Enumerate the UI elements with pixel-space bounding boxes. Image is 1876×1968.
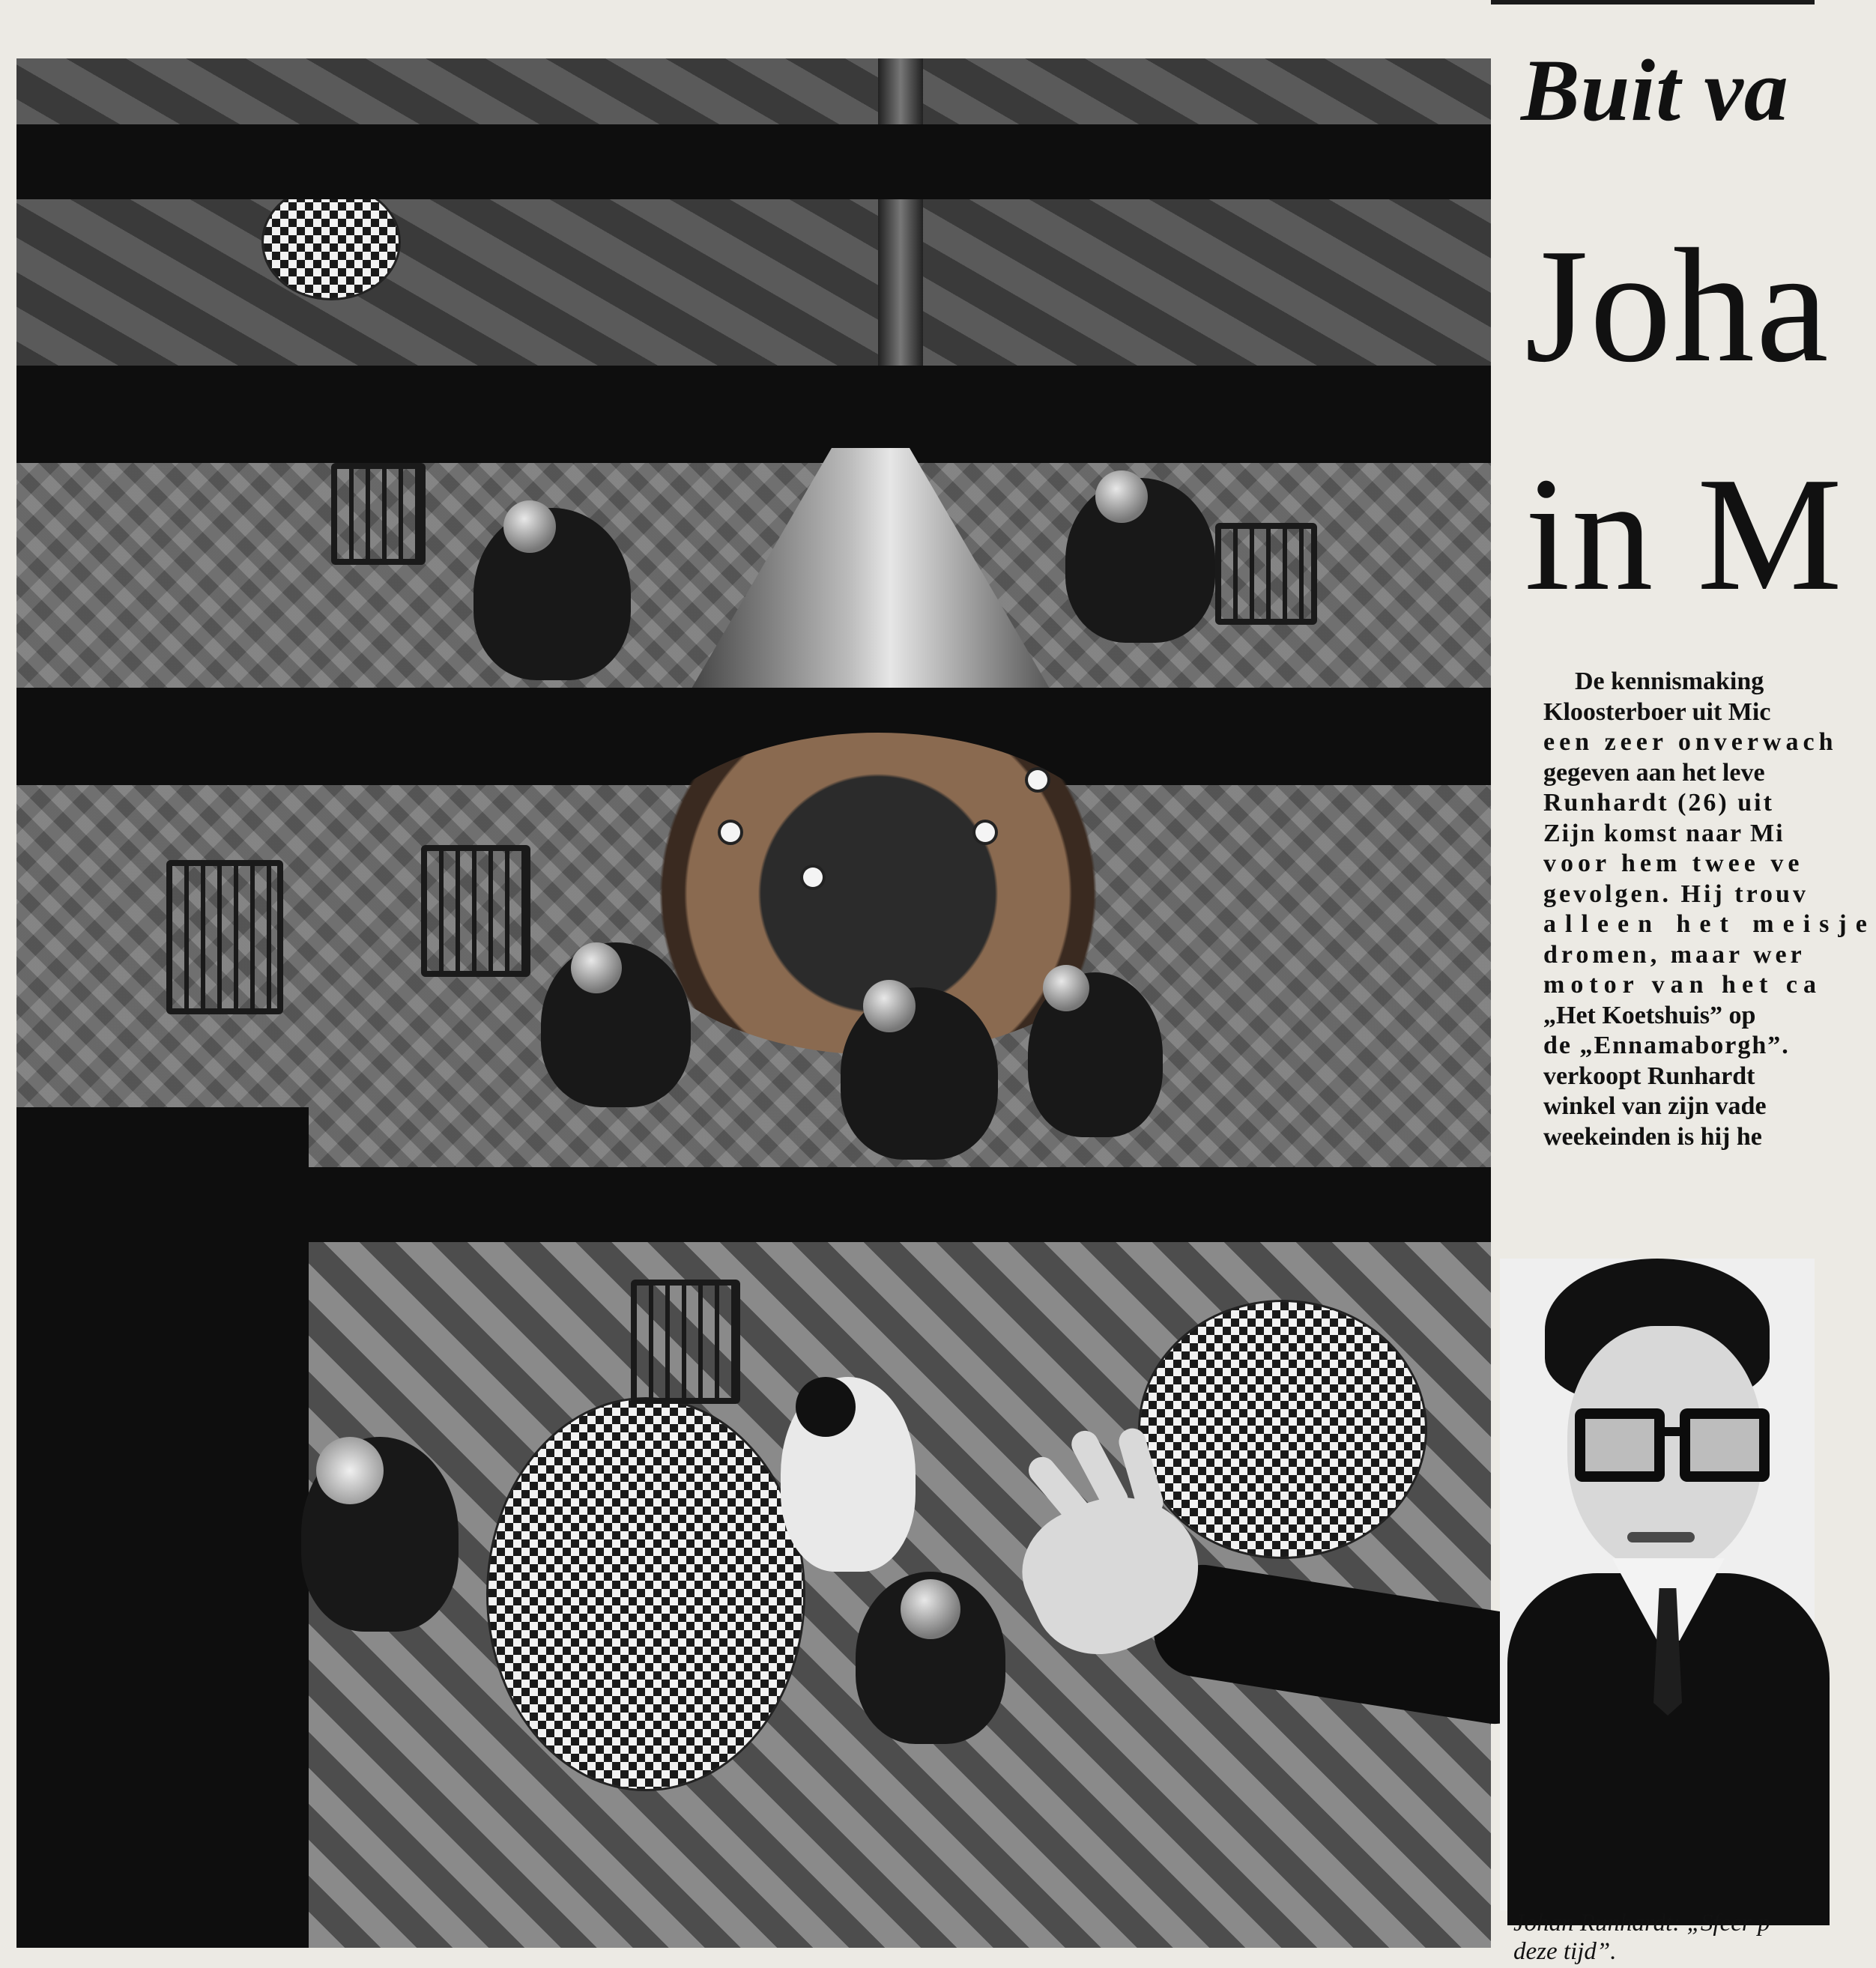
wooden-beam bbox=[16, 124, 1491, 199]
wooden-chair bbox=[631, 1280, 740, 1404]
dark-wall bbox=[16, 1107, 309, 1948]
wooden-chair bbox=[331, 463, 426, 565]
top-rule bbox=[1491, 0, 1815, 4]
article-line: Kloosterboer uit Mic bbox=[1543, 697, 1771, 726]
article-line: verkoopt Runhardt bbox=[1543, 1062, 1755, 1090]
article-line: motor van het ca bbox=[1543, 971, 1822, 999]
article-line: alleen het meisje bbox=[1543, 910, 1876, 938]
head bbox=[796, 1377, 856, 1437]
wooden-chair bbox=[421, 845, 530, 977]
article-line: gegeven aan het leve bbox=[1543, 758, 1765, 787]
head bbox=[1095, 470, 1148, 523]
head bbox=[863, 980, 916, 1032]
head bbox=[571, 942, 622, 993]
wooden-beam bbox=[16, 366, 1491, 463]
glasses-lens bbox=[1575, 1408, 1665, 1482]
head bbox=[901, 1579, 960, 1639]
checkered-table bbox=[488, 1399, 803, 1789]
head bbox=[316, 1437, 384, 1504]
mouth bbox=[1627, 1532, 1695, 1542]
checkered-table bbox=[1140, 1302, 1425, 1557]
upper-floor bbox=[16, 58, 1491, 411]
cup bbox=[803, 868, 823, 887]
article-line: een zeer onverwach bbox=[1543, 728, 1838, 756]
article-line: weekeinden is hij he bbox=[1543, 1122, 1762, 1151]
caption-line-1: Johan Runhardt: „Sfeer p bbox=[1513, 1910, 1770, 1937]
headline-line-1: Joha bbox=[1525, 216, 1830, 396]
cup bbox=[975, 823, 995, 842]
glasses-lens bbox=[1680, 1408, 1770, 1482]
article-line: Zijn komst naar Mi bbox=[1543, 819, 1785, 847]
article-line: voor hem twee ve bbox=[1543, 850, 1804, 877]
article-line: Runhardt (26) uit bbox=[1543, 789, 1774, 817]
cup bbox=[721, 823, 740, 842]
headline-line-2: in M bbox=[1525, 444, 1844, 625]
cup bbox=[1028, 770, 1047, 790]
article-line: De kennismaking bbox=[1575, 667, 1764, 695]
article-line: gevolgen. Hij trouv bbox=[1543, 879, 1809, 908]
caption-line-2: deze tijd”. bbox=[1513, 1938, 1617, 1965]
article-line: „Het Koetshuis” op bbox=[1543, 1001, 1756, 1029]
portrait-photo bbox=[1500, 1259, 1815, 1910]
wooden-chair bbox=[166, 860, 283, 1014]
checkered-table bbox=[264, 186, 399, 298]
photo-caption bbox=[1513, 1909, 1815, 1966]
head bbox=[503, 500, 556, 553]
article-line: winkel van zijn vade bbox=[1543, 1092, 1767, 1120]
article-body bbox=[1543, 667, 1876, 1152]
kicker-headline: Buit va bbox=[1521, 41, 1789, 139]
head bbox=[1043, 965, 1089, 1011]
wooden-chair bbox=[1215, 523, 1317, 625]
article-line: dromen, maar wer bbox=[1543, 940, 1806, 969]
glasses-bridge bbox=[1657, 1427, 1680, 1436]
article-line: de „Ennamaborgh”. bbox=[1543, 1032, 1790, 1059]
